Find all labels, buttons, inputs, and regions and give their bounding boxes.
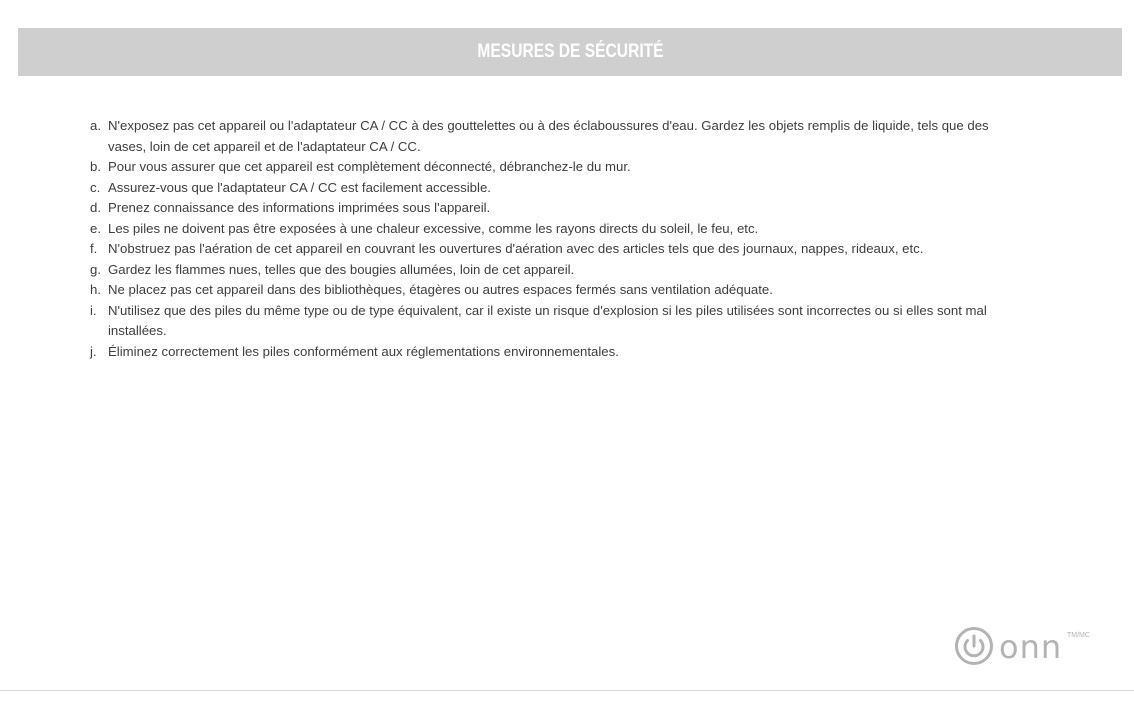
item-text: Gardez les flammes nues, telles que des bougies allumées, loin de cet appareil. bbox=[108, 261, 575, 277]
section-header bbox=[18, 28, 1122, 76]
trademark-label: TM/MC bbox=[1067, 632, 1090, 639]
list-item bbox=[90, 301, 1025, 342]
safety-instructions-list bbox=[90, 116, 1025, 362]
list-item bbox=[90, 157, 1025, 178]
item-letter: b. bbox=[90, 159, 101, 174]
list-item bbox=[90, 178, 1025, 199]
list-item bbox=[90, 239, 1025, 260]
item-text: Les piles ne doivent pas être exposées à une chaleur excessive, comme les rayons directs du soleil, le feu, etc. bbox=[108, 220, 759, 236]
item-text: Prenez connaissance des informations imprimées sous l'appareil. bbox=[108, 200, 491, 215]
item-letter: d. bbox=[90, 200, 101, 215]
item-text: N'obstruez pas l'aération de cet appareil en couvrant les ouvertures d'aération avec des articles tels que des journaux, nappes, rideaux, etc. bbox=[108, 241, 924, 256]
logo-wordmark: onn bbox=[999, 628, 1063, 666]
footer-divider bbox=[0, 690, 1134, 691]
item-letter: e. bbox=[90, 220, 101, 236]
list-item bbox=[90, 219, 1025, 240]
onn-logo bbox=[954, 626, 1094, 672]
item-letter: h. bbox=[90, 282, 101, 297]
list-item bbox=[90, 342, 1025, 363]
item-text: Ne placez pas cet appareil dans des bibliothèques, étagères ou autres espaces fermés sans ventilation adéquate. bbox=[108, 282, 773, 297]
item-text: N'utilisez que des piles du même type ou de type équivalent, car il existe un risque d'explosion si les piles utilisées sont incorrectes ou si elles sont mal installées. bbox=[108, 302, 987, 338]
item-letter: j. bbox=[90, 343, 97, 359]
list-item bbox=[90, 198, 1025, 219]
item-letter: f. bbox=[90, 241, 98, 256]
item-text: N'exposez pas cet appareil ou l'adaptateur CA / CC à des gouttelettes ou à des éclaboussures d'eau. Gardez les objets remplis de liquide, tels que des vases, loin de cet appareil et de l'adaptateur CA / CC. bbox=[108, 118, 989, 154]
item-text: Assurez-vous que l'adaptateur CA / CC est facilement accessible. bbox=[108, 179, 491, 195]
item-letter: g. bbox=[90, 261, 101, 277]
list-item bbox=[90, 280, 1025, 301]
item-letter: c. bbox=[90, 179, 101, 195]
power-icon bbox=[954, 626, 994, 666]
item-text: Pour vous assurer que cet appareil est complètement déconnecté, débranchez-le du mur. bbox=[108, 159, 631, 174]
list-item bbox=[90, 260, 1025, 281]
item-letter: i. bbox=[90, 302, 97, 318]
item-letter: a. bbox=[90, 118, 101, 133]
section-title: MESURES DE SÉCURITÉ bbox=[476, 41, 664, 62]
list-item bbox=[90, 116, 1025, 157]
item-text: Éliminez correctement les piles conformément aux réglementations environnementales. bbox=[108, 343, 619, 359]
